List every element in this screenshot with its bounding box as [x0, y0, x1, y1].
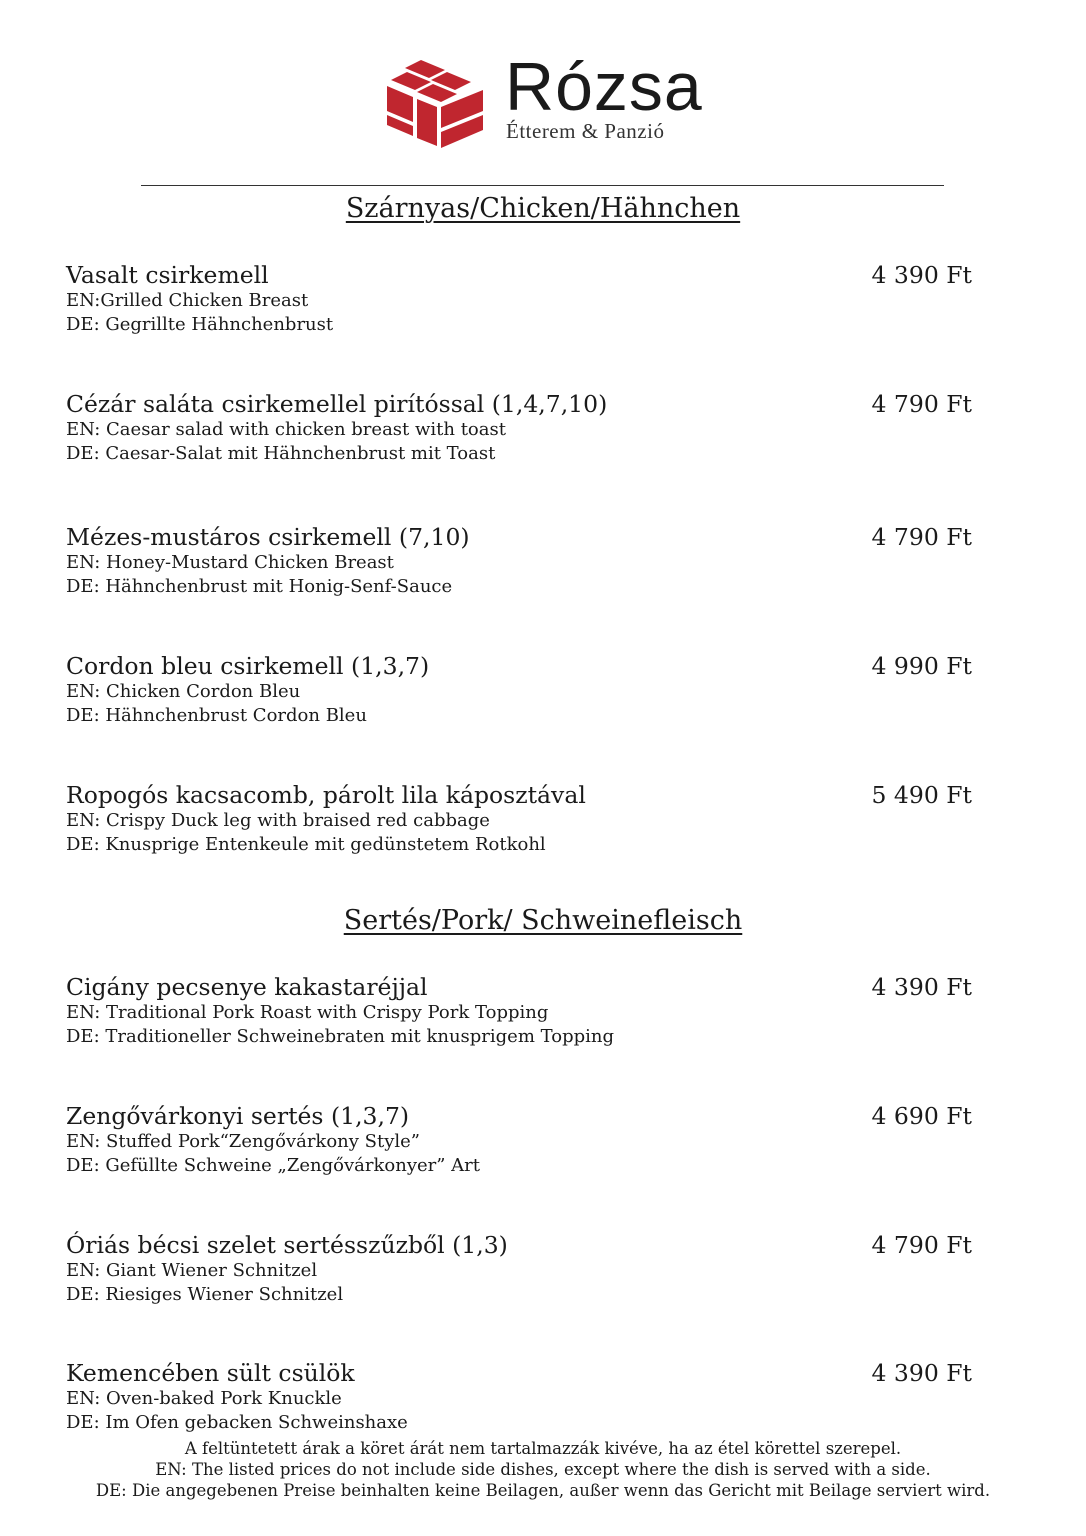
section-title-pork: Sertés/Pork/ Schweinefleisch [343, 905, 743, 936]
item-name: Óriás bécsi szelet sertésszűzből (1,3) [66, 1231, 508, 1259]
item-price: 4 690 Ft [871, 1102, 972, 1130]
item-price: 4 790 Ft [871, 523, 972, 551]
item-english: EN: Honey-Mustard Chicken Breast [66, 552, 394, 573]
item-german: DE: Gegrillte Hähnchenbrust [66, 314, 334, 335]
item-price: 4 390 Ft [871, 1359, 972, 1387]
menu-item [66, 261, 976, 337]
item-name: Cézár saláta csirkemellel pirítóssal (1,4,7,10) [66, 390, 608, 418]
item-name: Cordon bleu csirkemell (1,3,7) [66, 652, 430, 680]
item-english: EN:Grilled Chicken Breast [66, 290, 309, 311]
item-price: 4 390 Ft [871, 973, 972, 1001]
rose-logo-icon [385, 56, 485, 152]
item-name: Kemencében sült csülök [66, 1359, 355, 1387]
item-price: 5 490 Ft [871, 781, 972, 809]
brand-subtitle: Étterem & Panzió [506, 119, 665, 143]
menu-item [66, 1102, 976, 1178]
item-german: DE: Hähnchenbrust mit Honig-Senf-Sauce [66, 576, 453, 597]
menu-item [66, 390, 976, 466]
item-english: EN: Stuffed Pork“Zengővárkony Style” [66, 1131, 420, 1152]
price-disclaimer [0, 1438, 1086, 1501]
item-english: EN: Crispy Duck leg with braised red cabbage [66, 810, 490, 831]
item-german: DE: Hähnchenbrust Cordon Bleu [66, 705, 367, 726]
item-english: EN: Caesar salad with chicken breast with toast [66, 419, 506, 440]
item-price: 4 390 Ft [871, 261, 972, 289]
disclaimer-german: DE: Die angegebenen Preise beinhalten keine Beilagen, außer wenn das Gericht mit Beilage serviert wird. [95, 1481, 991, 1500]
item-english: EN: Traditional Pork Roast with Crispy Pork Topping [66, 1002, 549, 1023]
item-name: Vasalt csirkemell [66, 261, 269, 289]
menu-item [66, 652, 976, 728]
item-price: 4 790 Ft [871, 390, 972, 418]
item-german: DE: Traditioneller Schweinebraten mit knusprigem Topping [66, 1026, 614, 1047]
item-english: EN: Giant Wiener Schnitzel [66, 1260, 318, 1281]
item-german: DE: Knusprige Entenkeule mit gedünstetem Rotkohl [66, 834, 546, 855]
menu-item [66, 1359, 976, 1435]
section-title-chicken: Szárnyas/Chicken/Hähnchen [345, 193, 741, 224]
item-german: DE: Caesar-Salat mit Hähnchenbrust mit Toast [66, 443, 496, 464]
menu-item [66, 973, 976, 1049]
menu-item [66, 1231, 976, 1307]
item-name: Zengővárkonyi sertés (1,3,7) [66, 1102, 410, 1130]
header-divider [141, 185, 944, 186]
item-german: DE: Im Ofen gebacken Schweinshaxe [66, 1412, 408, 1433]
menu-item [66, 523, 976, 599]
disclaimer-english: EN: The listed prices do not include side dishes, except where the dish is served with a side. [155, 1460, 931, 1479]
disclaimer-hungarian: A feltüntetett árak a köret árát nem tartalmazzák kivéve, ha az étel körettel szerepel. [184, 1439, 902, 1458]
item-name: Ropogós kacsacomb, párolt lila káposztával [66, 781, 586, 809]
item-german: DE: Riesiges Wiener Schnitzel [66, 1284, 344, 1305]
item-german: DE: Gefüllte Schweine „Zengővárkonyer” Art [66, 1155, 481, 1176]
item-price: 4 990 Ft [871, 652, 972, 680]
item-english: EN: Chicken Cordon Bleu [66, 681, 301, 702]
item-name: Cigány pecsenye kakastaréjjal [66, 973, 428, 1001]
brand-name: Rózsa [505, 49, 703, 125]
item-name: Mézes-mustáros csirkemell (7,10) [66, 523, 470, 551]
header [0, 49, 1086, 162]
item-price: 4 790 Ft [871, 1231, 972, 1259]
menu-item [66, 781, 976, 857]
item-english: EN: Oven-baked Pork Knuckle [66, 1388, 342, 1409]
